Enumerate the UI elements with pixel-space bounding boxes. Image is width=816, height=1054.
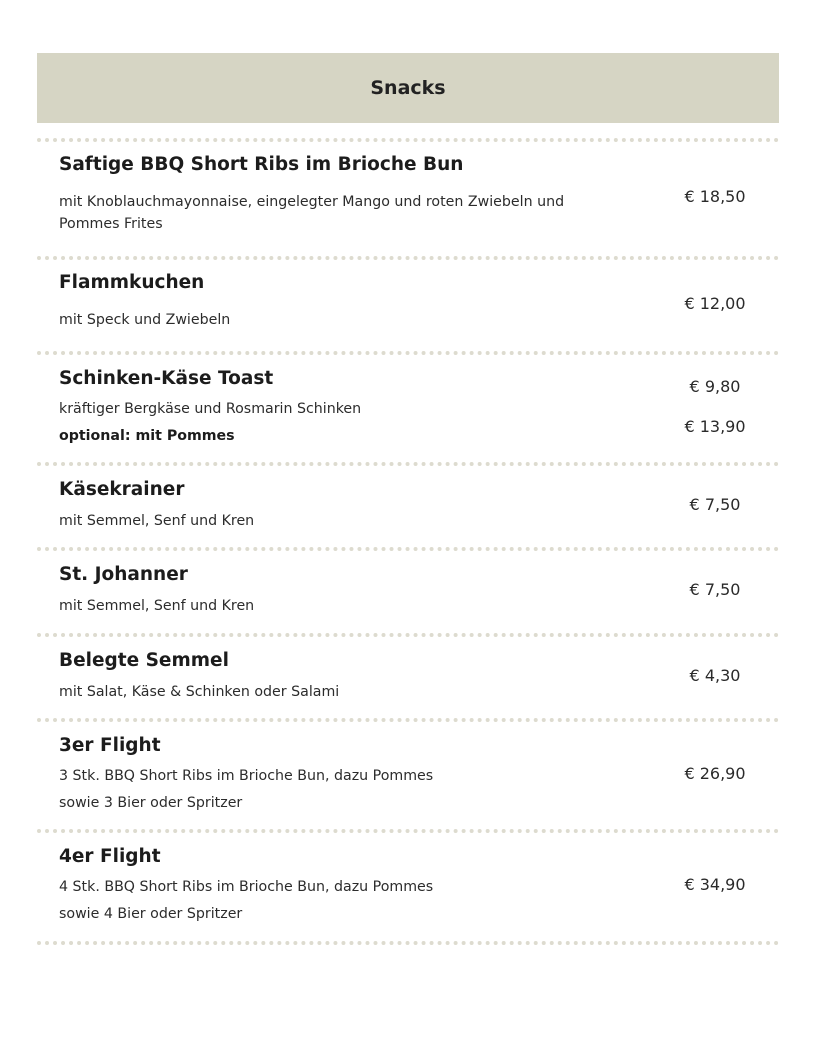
divider [37,718,779,722]
item-name: Flammkuchen [59,272,205,293]
item-price: € 18,50 [684,187,746,206]
divider [37,351,779,355]
divider [37,547,779,551]
item-name: 3er Flight [59,735,161,756]
section-header [37,53,779,123]
item-price: € 12,00 [684,294,746,313]
divider [37,829,779,833]
item-name: Belegte Semmel [59,650,229,671]
item-price: € 26,90 [684,764,746,783]
section-title: Snacks [370,77,446,99]
item-name: 4er Flight [59,846,161,867]
item-description: 4 Stk. BBQ Short Ribs im Brioche Bun, dazu Pommes [59,879,434,895]
divider [37,256,779,260]
item-description: mit Speck und Zwiebeln [59,312,231,328]
item-description: mit Semmel, Senf und Kren [59,598,255,614]
item-price: € 4,30 [689,666,741,685]
item-price: € 7,50 [689,580,741,599]
item-name: Käsekrainer [59,479,185,500]
item-price-option: € 13,90 [684,417,746,436]
item-option: optional: mit Pommes [59,428,235,444]
divider [37,941,779,945]
item-name: St. Johanner [59,564,188,585]
divider [37,138,779,142]
item-description-line2: sowie 4 Bier oder Spritzer [59,906,243,922]
divider [37,462,779,466]
item-price: € 34,90 [684,875,746,894]
item-price: € 9,80 [689,377,741,396]
item-description-line2: sowie 3 Bier oder Spritzer [59,795,243,811]
item-description: mit Knoblauchmayonnaise, eingelegter Mango und roten Zwiebeln und Pommes Frites [59,194,565,232]
divider [37,633,779,637]
item-description: kräftiger Bergkäse und Rosmarin Schinken [59,401,362,417]
item-name: Schinken-Käse Toast [59,368,274,389]
item-price: € 7,50 [689,495,741,514]
item-description: mit Semmel, Senf und Kren [59,513,255,529]
item-description: 3 Stk. BBQ Short Ribs im Brioche Bun, dazu Pommes [59,768,434,784]
item-description: mit Salat, Käse & Schinken oder Salami [59,684,340,700]
item-name: Saftige BBQ Short Ribs im Brioche Bun [59,154,464,175]
